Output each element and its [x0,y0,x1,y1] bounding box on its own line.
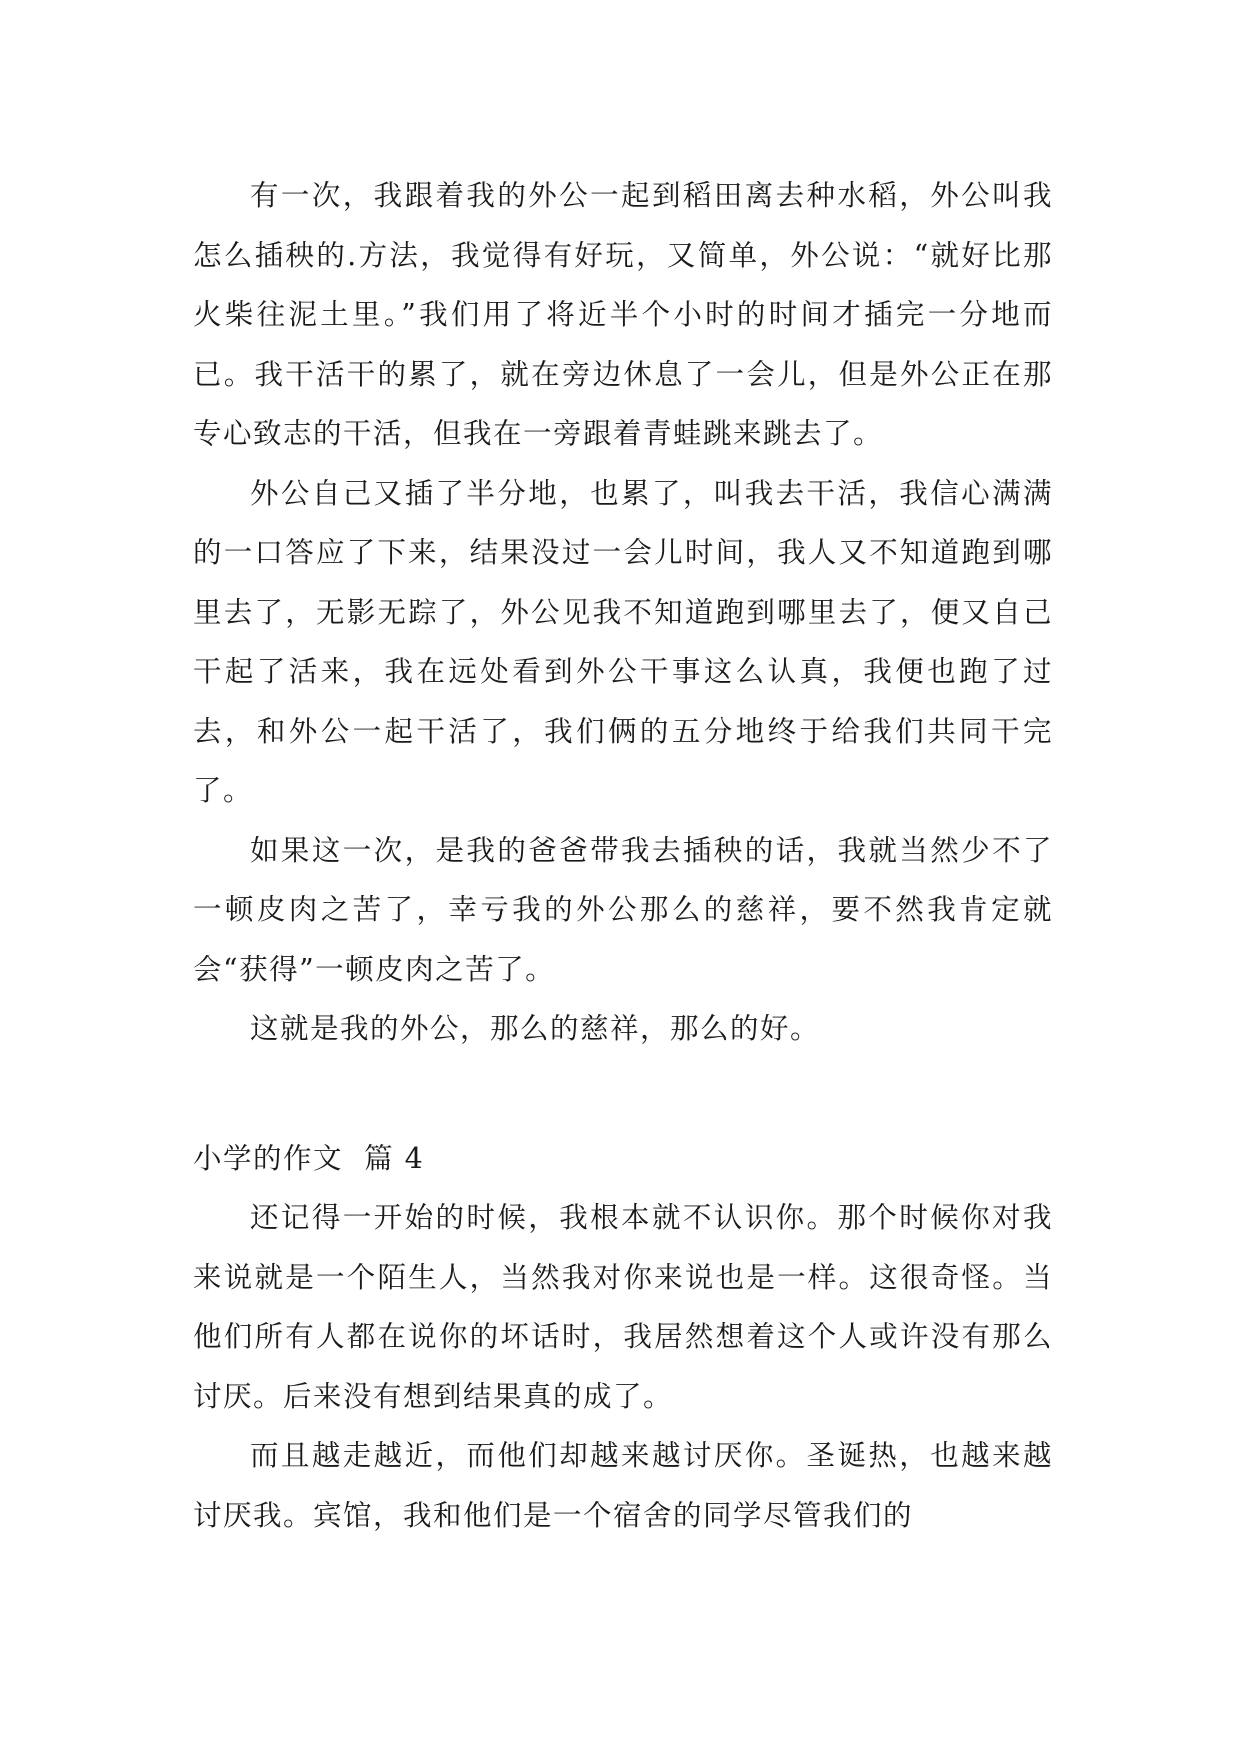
paragraph-planting-rice: 有一次，我跟着我的外公一起到稻田离去种水稻，外公叫我怎么插秧的.方法，我觉得有好玩，又简单，外公说：“就好比那火柴往泥土里。”我们用了将近半个小时的时间才插完一分地而已。我干活干的累了，就在旁边休息了一会儿，但是外公正在那专心致志的干活，但我在一旁跟着青蛙跳来跳去了。 [193,179,1053,450]
paragraph-getting-closer: 而且越走越近，而他们却越来越讨厌你。圣诞热，也越来越讨厌我。宾馆，我和他们是一个宿舍的同学尽管我们的 [193,1439,1053,1532]
paragraph-first-meeting: 还记得一开始的时候，我根本就不认识你。那个时候你对我来说就是一个陌生人，当然我对你来说也是一样。这很奇怪。当他们所有人都在说你的坏话时，我居然想着这个人或许没有那么讨厌。后来没有想到结果真的成了。 [193,1201,1053,1413]
essay-heading: 小学的作文 篇 4 [193,1141,425,1175]
paragraph-if-father: 如果这一次，是我的爸爸带我去插秧的话，我就当然少不了一顿皮肉之苦了，幸亏我的外公那么的慈祥，要不然我肯定就会“获得”一顿皮肉之苦了。 [193,833,1053,986]
document-body [193,166,1053,1545]
paragraph-grandpa-working: 外公自己又插了半分地，也累了，叫我去干活，我信心满满的一口答应了下来，结果没过一会儿时间，我人又不知道跑到哪里去了，无影无踪了，外公见我不知道跑到哪里去了，便又自己干起了活来，我在远处看到外公干事这么认真，我便也跑了过去，和外公一起干活了，我们俩的五分地终于给我们共同干完了。 [193,476,1053,807]
paragraph-conclusion: 这就是我的外公，那么的慈祥，那么的好。 [250,1012,821,1045]
